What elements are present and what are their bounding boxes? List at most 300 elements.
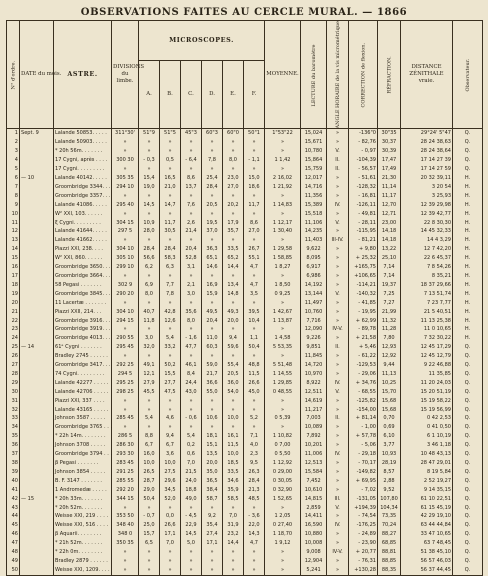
row-observateur: H. (453, 254, 483, 263)
row-astre: Lalande 40142. . . . . (54, 174, 112, 183)
row-divisions: 290 55 (112, 334, 139, 343)
row-angle: V. (327, 219, 349, 228)
row-correction: +106,65 (349, 272, 378, 281)
row-moyenne: 1 14,83 (265, 201, 301, 210)
row-micro-c: 21,5 (181, 468, 202, 477)
row-micro-b: 15,5 (160, 370, 181, 379)
row-observateur: H. (453, 174, 483, 183)
row-divisions: » (112, 423, 139, 432)
row-micro-c: 3,0 (181, 290, 202, 299)
row-astre: Groombridge 3344. . . (55, 183, 111, 190)
row-divisions: 350 35 (112, 539, 139, 548)
row-astre: Groombridge 3794 . . . (55, 451, 113, 458)
row-correction: + 9,80 (349, 245, 378, 254)
row-angle: » (327, 530, 349, 539)
row-astre: Johnson 3854 . . . . . (54, 468, 112, 477)
row-micro-c: 8,0 (181, 317, 202, 326)
table-row (7, 352, 483, 361)
row-refraction: 11,17 (378, 192, 401, 201)
row-refraction: 88,35 (378, 566, 401, 575)
row-refraction: 11,13 (378, 370, 401, 379)
table-row (7, 566, 483, 575)
row-micro-b: 16,5 (160, 174, 181, 183)
row-divisions: 298 25 (112, 388, 139, 397)
row-moyenne: 1 12,92 (265, 459, 301, 468)
row-astre: β Aquarii. . . . . . . . (54, 530, 112, 539)
table-row (7, 406, 483, 415)
row-micro-c: » (181, 352, 202, 361)
row-moyenne: 1 52,65 (265, 495, 301, 504)
row-distance: 22 6 45,37 (401, 254, 453, 263)
row-divisions: 297 5 (112, 227, 139, 236)
row-distance: 17 14 27 59 (401, 165, 453, 174)
row-refraction: 13,22 (378, 245, 401, 254)
row-correction: -128,32 (349, 183, 378, 192)
row-micro-a: - 0,7 (139, 512, 160, 521)
row-distance: 56 37 44,45 (401, 566, 453, 575)
row-moyenne: 0 7,00 (265, 441, 301, 450)
table-row (7, 361, 483, 370)
row-astre: W² XXI, 860. . . . . . (54, 254, 112, 263)
row-correction: -114,21 (349, 281, 378, 290)
row-moyenne: 1 8,27 (265, 263, 301, 272)
row-distance: 12 45 12,79 (401, 352, 453, 361)
row-micro-d: 27,4 (202, 530, 223, 539)
row-angle: » (327, 192, 349, 201)
row-micro-f: » (244, 192, 265, 201)
header-correction: CORRECTION de flexion. (349, 21, 378, 129)
row-micro-c: 52,8 (181, 254, 202, 263)
row-astre: 11 Lacertæ . . . . . . . (54, 299, 112, 308)
row-micro-e: 20,2 (223, 201, 244, 210)
row-observateur: H. (453, 183, 483, 192)
row-moyenne: » (265, 192, 301, 201)
row-distance: 0 42 2,53 (401, 414, 453, 423)
row-micro-c: 47,7 (181, 343, 202, 352)
row-correction: - 49,81 (349, 210, 378, 219)
row-micro-e: 49,3 (223, 308, 244, 317)
row-refraction: 11,14 (378, 183, 401, 192)
row-micro-f: 2,3 (244, 450, 265, 459)
row-astre: B. F. 3147 . . . . . . . (54, 477, 112, 486)
row-correction: - 28,11 (349, 219, 378, 228)
row-lecture: 10,760 (301, 308, 327, 317)
row-lecture: 14,619 (301, 397, 327, 406)
row-observateur: Q. (453, 477, 483, 486)
row-micro-e: 33,5 (223, 245, 244, 254)
table-row (7, 459, 483, 468)
row-angle: » (327, 566, 349, 575)
row-divisions: 295 45 (112, 343, 139, 352)
row-date: Sept. 9 (20, 129, 54, 138)
row-micro-c: » (181, 397, 202, 406)
row-micro-c: 22,9 (181, 521, 202, 530)
row-correction: - 74,54 (349, 512, 378, 521)
row-correction: - 0,97 (349, 147, 378, 156)
row-micro-e: 59,6 (223, 343, 244, 352)
row-micro-d: 59,0 (202, 361, 223, 370)
table-row (7, 210, 483, 219)
row-date (20, 281, 54, 290)
row-lecture: 7,452 (301, 477, 327, 486)
row-observateur: H. (453, 299, 483, 308)
row-micro-e: » (223, 138, 244, 147)
row-correction: - 1,00 (349, 423, 378, 432)
row-refraction: 21,30 (378, 174, 401, 183)
row-astre: Bradley 2745 . . . . . . (54, 352, 112, 361)
row-micro-d: 16,9 (202, 281, 223, 290)
row-micro-f: 55,1 (244, 254, 265, 263)
row-astre: 58 Pegasi . . . . . . . (54, 281, 112, 290)
row-angle: IV. (327, 201, 349, 210)
row-moyenne: 1 9,12 (265, 539, 301, 548)
row-observateur: Q. (453, 530, 483, 539)
row-astre: * 20h 33m. . . . . . . (54, 495, 112, 504)
row-correction: - 61,22 (349, 352, 378, 361)
row-micro-e: » (223, 352, 244, 361)
row-angle: » (327, 299, 349, 308)
row-divisions: 294 15 (112, 317, 139, 326)
row-correction: - 82,76 (349, 138, 378, 147)
header-micro-b: B. (160, 60, 181, 129)
row-number: 5 (7, 165, 20, 174)
row-micro-e: 23,2 (223, 530, 244, 539)
row-number: 17 (7, 272, 20, 281)
row-moyenne: 1 21,92 (265, 183, 301, 192)
row-refraction: 11,32 (378, 317, 401, 326)
row-distance: 63 7 48,45 (401, 539, 453, 548)
row-micro-d: » (202, 566, 223, 575)
row-number: 18 (7, 281, 20, 290)
row-angle: » (327, 263, 349, 272)
row-angle: » (327, 441, 349, 450)
row-micro-b: 7,8 (160, 290, 181, 299)
row-micro-d: » (202, 147, 223, 156)
row-micro-d: 15,9 (202, 290, 223, 299)
row-micro-d: » (202, 325, 223, 334)
row-date (20, 388, 54, 397)
row-angle: » (327, 308, 349, 317)
row-micro-e: 14,4 (223, 263, 244, 272)
row-refraction: 11,28 (378, 325, 401, 334)
row-distance: 11 20 24,03 (401, 379, 453, 388)
row-refraction: 7,25 (378, 290, 401, 299)
row-date (20, 512, 54, 521)
row-lecture: 7,892 (301, 432, 327, 441)
row-astre: 74 Cygni. . . . . . . . . (54, 370, 112, 379)
row-angle: II. (327, 165, 349, 174)
row-angle: V. (327, 388, 349, 397)
row-micro-f: » (244, 557, 265, 566)
row-micro-b: 17,1 (160, 530, 181, 539)
row-micro-f: 18,6 (244, 183, 265, 192)
row-micro-b: 26,6 (160, 521, 181, 530)
row-angle: II. (327, 156, 349, 165)
row-observateur: Q. (453, 512, 483, 521)
row-micro-c: 0,6 (181, 450, 202, 459)
row-moyenne: 1 18,70 (265, 530, 301, 539)
row-moyenne: 0 5,50 (265, 450, 301, 459)
row-distance: 29°24' 5"47 (401, 129, 453, 138)
row-lecture: 10,780 (301, 147, 327, 156)
row-micro-f: » (244, 566, 265, 575)
table-row (7, 245, 483, 254)
row-micro-a: 40,7 (139, 308, 160, 317)
row-correction: - 81,21 (349, 236, 378, 245)
row-lecture: 11,217 (301, 406, 327, 415)
row-divisions: » (112, 147, 139, 156)
row-number: 10 (7, 210, 20, 219)
row-micro-b: » (160, 548, 181, 557)
row-micro-a: 26,5 (139, 468, 160, 477)
table-row (7, 388, 483, 397)
row-micro-a: » (139, 192, 160, 201)
row-lecture: 8,922 (301, 379, 327, 388)
row-refraction: 9,52 (378, 486, 401, 495)
row-micro-a: » (139, 138, 160, 147)
row-divisions: 302 9 (112, 281, 139, 290)
row-refraction: 9,44 (378, 361, 401, 370)
row-micro-b: » (160, 566, 181, 575)
row-astre: Weisse XXI, 1209. . . . (54, 566, 112, 575)
row-micro-a: 10,9 (139, 219, 160, 228)
row-angle: » (327, 210, 349, 219)
row-observateur: Q. (453, 147, 483, 156)
row-distance: 17 14 27 39 (401, 156, 453, 165)
row-correction: - 29,18 (349, 450, 378, 459)
row-refraction: 7,14 (378, 272, 401, 281)
row-micro-d: » (202, 406, 223, 415)
observations-table (6, 20, 483, 576)
row-moyenne: 1 12,17 (265, 219, 301, 228)
row-refraction: 28,19 (378, 459, 401, 468)
row-observateur: H. (453, 325, 483, 334)
row-micro-d: » (202, 272, 223, 281)
row-micro-a: » (139, 236, 160, 245)
row-correction: -140,32 (349, 290, 378, 299)
table-row (7, 236, 483, 245)
row-lecture: 2,859 (301, 504, 327, 513)
row-date (20, 361, 54, 370)
row-micro-e: 20,5 (223, 370, 244, 379)
row-micro-b: 10,0 (160, 459, 181, 468)
row-moyenne: » (265, 504, 301, 513)
row-astre: Lalande 42706 . . . . . (54, 388, 112, 397)
row-correction: - 76,31 (349, 557, 378, 566)
row-micro-a: 29,0 (139, 486, 160, 495)
header-refraction: RÉFRACTION. (378, 21, 401, 129)
row-correction: - 56,57 (349, 165, 378, 174)
row-astre: Bradley 2879 . . . . . . (54, 557, 112, 566)
row-astre: ξ Cygni. . . . . . . . . (54, 219, 112, 228)
row-distance: 14 4 3,29 (401, 236, 453, 245)
row-number: 34 (7, 423, 20, 432)
row-micro-a: - 0,3 (139, 156, 160, 165)
row-micro-b: 0,0 (160, 512, 181, 521)
row-date (20, 423, 54, 432)
row-astre: Lalande 41662. . . . . (54, 236, 112, 245)
row-micro-c: » (181, 236, 202, 245)
row-distance: 20 32 39,11 (401, 174, 453, 183)
row-lecture: 12,017 (301, 174, 327, 183)
row-moyenne: » (265, 147, 301, 156)
row-micro-c: 7,6 (181, 201, 202, 210)
row-refraction: 7,14 (378, 263, 401, 272)
row-observateur: Q. (453, 441, 483, 450)
row-micro-c: » (181, 566, 202, 575)
row-observateur: Q. (453, 459, 483, 468)
row-lecture: 11,845 (301, 352, 327, 361)
row-number: 42 (7, 495, 20, 504)
row-observateur: H. (453, 263, 483, 272)
row-date (20, 236, 54, 245)
row-date (20, 219, 54, 228)
row-observateur: H. (453, 290, 483, 299)
row-date (20, 263, 54, 272)
row-number: 8 (7, 192, 20, 201)
row-micro-b: 6,3 (160, 263, 181, 272)
row-micro-a: 3,0 (139, 334, 160, 343)
row-observateur: Q. (453, 557, 483, 566)
row-astre: Lalande 41086. . . . . (54, 201, 112, 210)
row-micro-a: » (139, 397, 160, 406)
row-angle: » (327, 486, 349, 495)
row-correction: -125,82 (349, 397, 378, 406)
row-micro-f: » (244, 352, 265, 361)
row-date (20, 406, 54, 415)
row-observateur: Q. (453, 566, 483, 575)
row-correction: - 68,55 (349, 388, 378, 397)
row-angle: V. (327, 290, 349, 299)
row-divisions: 290 20 (112, 290, 139, 299)
row-observateur: H. (453, 236, 483, 245)
row-refraction: 17,47 (378, 156, 401, 165)
row-date (20, 486, 54, 495)
row-micro-d: 21,7 (202, 370, 223, 379)
row-micro-d: 36,6 (202, 379, 223, 388)
row-date (20, 147, 54, 156)
row-micro-f: 4,7 (244, 539, 265, 548)
row-micro-a: 32,0 (139, 343, 160, 352)
row-micro-c: 24,0 (181, 477, 202, 486)
row-number: 49 (7, 557, 20, 566)
table-body (7, 129, 483, 575)
row-micro-c: 46,1 (181, 361, 202, 370)
row-micro-d: » (202, 548, 223, 557)
row-moyenne: 0 29,00 (265, 468, 301, 477)
row-micro-c: » (181, 165, 202, 174)
row-micro-a: 6,5 (139, 539, 160, 548)
row-refraction: 21,99 (378, 308, 401, 317)
row-micro-e: » (223, 557, 244, 566)
row-moyenne: 1 29,58 (265, 245, 301, 254)
row-number: 16 (7, 263, 20, 272)
row-refraction: 17,49 (378, 165, 401, 174)
row-moyenne: 1 14,55 (265, 370, 301, 379)
table-row (7, 138, 483, 147)
row-angle: » (327, 334, 349, 343)
row-number: 48 (7, 548, 20, 557)
row-lecture: 15,759 (301, 165, 327, 174)
row-lecture: 7,716 (301, 317, 327, 326)
row-micro-f: 22,0 (244, 521, 265, 530)
row-distance: 9 22 46,88 (401, 361, 453, 370)
row-astre: Piazzi XXI, 337 . . . . (54, 397, 112, 406)
table-row (7, 539, 483, 548)
row-refraction: 14,18 (378, 227, 401, 236)
header-moyenne: MOYENNE. (265, 21, 301, 129)
row-micro-b: 52,0 (160, 495, 181, 504)
row-lecture: 15,671 (301, 138, 327, 147)
row-moyenne: 1 8,50 (265, 281, 301, 290)
row-astre: Groombridge 3916. . . (55, 317, 111, 324)
row-distance: 15 19 58,22 (401, 397, 453, 406)
row-angle: IV. (327, 379, 349, 388)
row-micro-c: » (181, 147, 202, 156)
row-observateur: Q. (453, 406, 483, 415)
header-astre: ASTRE. (54, 21, 112, 129)
row-number: 2 (7, 138, 20, 147)
row-observateur: Q. (453, 138, 483, 147)
row-lecture: 9,008 (301, 548, 327, 557)
row-micro-a: 6,2 (139, 263, 160, 272)
row-divisions: 299 10 (112, 263, 139, 272)
row-refraction: 12,70 (378, 201, 401, 210)
row-refraction: 12,92 (378, 352, 401, 361)
row-number: 29 (7, 379, 20, 388)
row-date (20, 521, 54, 530)
row-micro-a: 6,9 (139, 281, 160, 290)
row-astre: Groombridge 4013. . . (55, 335, 111, 342)
row-micro-b: 34,5 (160, 486, 181, 495)
row-correction: - 16,81 (349, 192, 378, 201)
row-micro-e: 20,0 (223, 317, 244, 326)
row-divisions: » (112, 299, 139, 308)
row-correction: - 29,06 (349, 370, 378, 379)
row-distance: 22 8 30,30 (401, 219, 453, 228)
row-angle: » (327, 468, 349, 477)
row-angle: » (327, 557, 349, 566)
row-micro-b: » (160, 557, 181, 566)
row-micro-c: » (181, 325, 202, 334)
row-micro-d: 28,4 (202, 183, 223, 192)
row-moyenne: 0 27,40 (265, 521, 301, 530)
row-divisions: » (112, 210, 139, 219)
row-micro-d: » (202, 138, 223, 147)
row-refraction: 88,27 (378, 530, 401, 539)
row-micro-e: 60"0 (223, 129, 244, 138)
table-row (7, 548, 483, 557)
row-moyenne: » (265, 406, 301, 415)
row-micro-b: » (160, 406, 181, 415)
row-moyenne: » (265, 397, 301, 406)
row-micro-b: 58,3 (160, 254, 181, 263)
row-micro-a: » (139, 272, 160, 281)
row-angle: » (327, 245, 349, 254)
row-observateur: H. (453, 219, 483, 228)
row-micro-f: 26,6 (244, 379, 265, 388)
row-micro-c: 24,4 (181, 379, 202, 388)
row-micro-f: 14,3 (244, 530, 265, 539)
row-number: 36 (7, 441, 20, 450)
row-micro-e: 54,0 (223, 388, 244, 397)
row-micro-c: - 4,5 (181, 512, 202, 521)
row-micro-d: » (202, 236, 223, 245)
row-lecture: 11,356 (301, 192, 327, 201)
row-angle: » (327, 512, 349, 521)
row-distance: 12 7 42,20 (401, 245, 453, 254)
row-date (20, 548, 54, 557)
